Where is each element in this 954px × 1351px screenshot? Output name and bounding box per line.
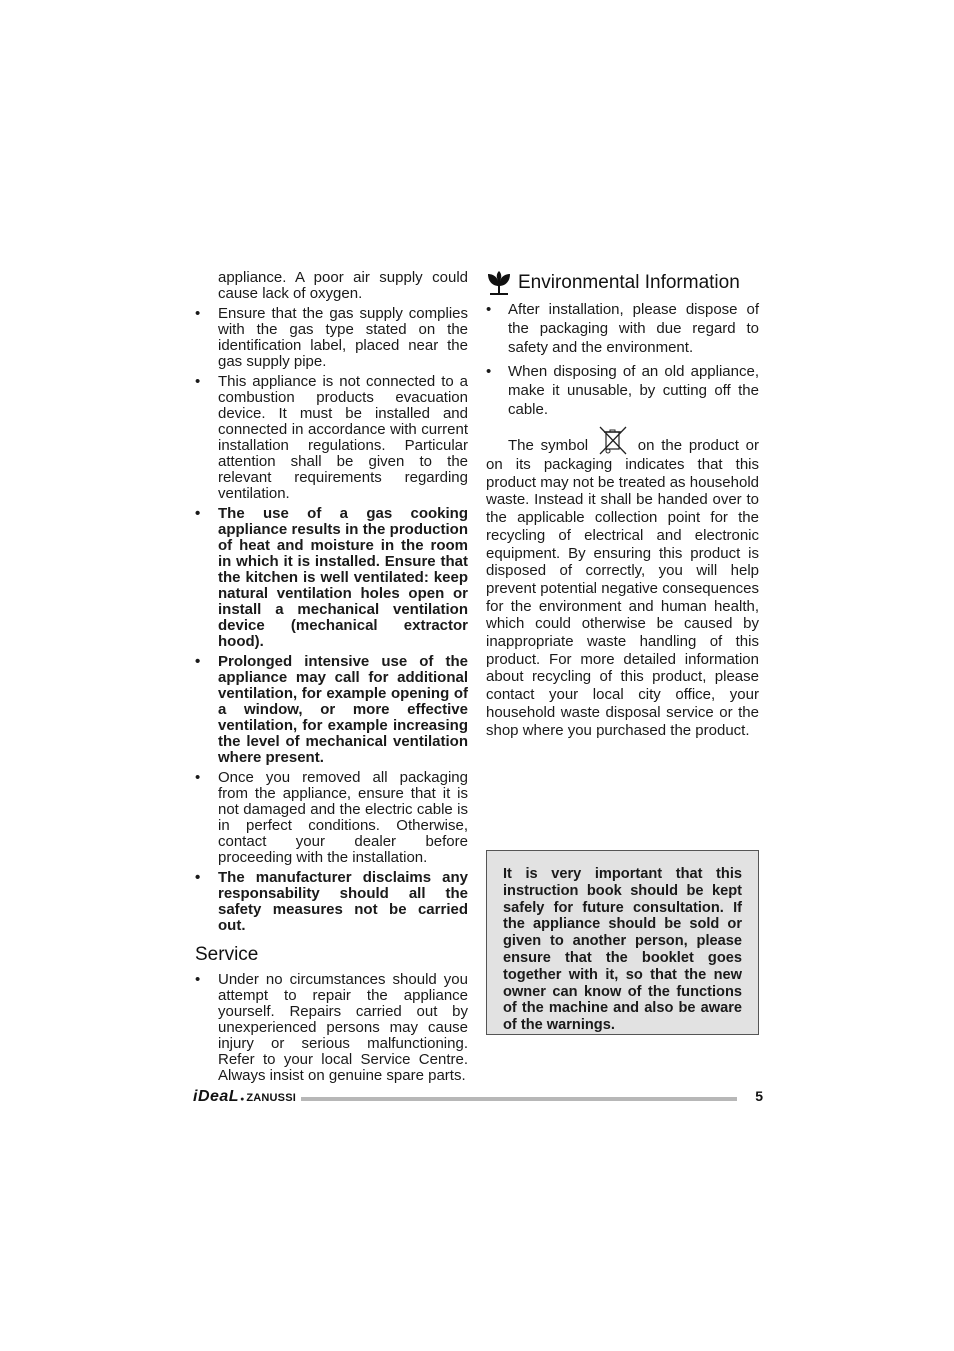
symbol-paragraph <box>486 424 759 739</box>
bullet-marker: • <box>195 971 201 988</box>
bullet-text: When disposing of an old appliance, make it unusable, by cutting off the cable. <box>508 363 759 418</box>
environment-bullet-list <box>486 300 759 419</box>
bullet-text: Once you removed all packaging from the appliance, ensure that it is not damaged and the electric cable is in perfect conditions. Otherwise, contact your dealer before proceeding with the installation. <box>218 769 468 866</box>
environment-list-item <box>486 362 759 419</box>
notice-box: It is very important that this instruction book should be kept safely for future consultation. If the appliance should be sold or given to another person, please ensure that the booklet goes together with it, so that the new owner can know of the functions of the machine and also be aware of the warnings. <box>486 850 759 1035</box>
left-column <box>195 270 468 1088</box>
safety-list-item <box>195 306 468 370</box>
bullet-marker: • <box>195 869 201 886</box>
environmental-heading-row <box>486 270 759 296</box>
footer-rule <box>301 1097 737 1101</box>
service-bullet-list <box>195 972 468 1084</box>
bullet-text: Prolonged intensive use of the appliance may call for additional ventilation, for example opening of a window, or more effective ventilation, for example increasing the level of mechanical ventilation where present. <box>218 653 468 766</box>
service-heading: Service <box>195 944 259 965</box>
page-footer <box>193 1088 763 1108</box>
safety-list-item <box>195 870 468 934</box>
bullet-marker: • <box>195 373 201 390</box>
bullet-marker: • <box>195 653 201 670</box>
page-number: 5 <box>755 1088 763 1104</box>
bullet-text: The use of a gas cooking appliance results in the production of heat and moisture in the room in which it is installed. Ensure that the kitchen is well ventilated: keep natural ventilation holes open or install a mechanical ventilation device (mechanical extractor hood). <box>218 505 468 650</box>
right-column <box>486 270 759 739</box>
safety-list-item <box>195 654 468 766</box>
safety-list-item <box>195 374 468 502</box>
bullet-text: The manufacturer disclaims any responsability should all the safety measures not be carried out. <box>218 869 468 934</box>
environmental-heading: Environmental Information <box>518 272 740 293</box>
bullet-marker: • <box>195 505 201 522</box>
leaf-icon <box>486 270 512 296</box>
service-list-item <box>195 972 468 1084</box>
bullet-marker: • <box>195 769 201 786</box>
continued-paragraph: appliance. A poor air supply could cause lack of oxygen. <box>218 269 468 302</box>
safety-list-item <box>195 506 468 650</box>
bullet-text: This appliance is not connected to a combustion products evacuation device. It must be installed and connected in accordance with current installation regulations. Particular attention shall be given to the relevant requirements regarding ventilation. <box>218 373 468 502</box>
safety-list-item <box>195 770 468 866</box>
environment-list-item <box>486 300 759 357</box>
brand-logo <box>193 1088 296 1106</box>
brand-zanussi: ZANUSSI <box>246 1092 296 1104</box>
safety-bullet-list <box>195 306 468 934</box>
brand-ideal: iDeaL <box>193 1088 240 1105</box>
bullet-marker: • <box>195 305 201 322</box>
symbol-text-before: The symbol <box>508 437 589 454</box>
bullet-text: Ensure that the gas supply complies with the gas type stated on the identification label, placed near the gas supply pipe. <box>218 305 468 370</box>
bullet-text: After installation, please dispose of the packaging with due regard to safety and the environment. <box>508 301 759 356</box>
bullet-marker: • <box>486 363 492 380</box>
brand-dot: ● <box>240 1096 245 1103</box>
crossed-out-wheelie-bin-icon <box>597 424 629 456</box>
bullet-marker: • <box>486 301 492 318</box>
symbol-text-after: on the product or on its packaging indicates that this product may not be treated as household waste. Instead it shall be handed over to the applicable collection point for the recycling of electrical and electronic equipment. By ensuring this product is disposed of correctly, you will help prevent potential negative consequences for the environment and human health, which could otherwise be caused by inappropriate waste handling of this product. For more detailed information about recycling of this product, please contact your local city office, your household waste disposal service or the shop where you purchased the product. <box>486 437 760 739</box>
bullet-text: Under no circumstances should you attempt to repair the appliance yourself. Repairs carried out by unexperienced persons may cause injury or serious malfunctioning. Refer to your local Service Centre. Always insist on genuine spare parts. <box>218 971 468 1084</box>
